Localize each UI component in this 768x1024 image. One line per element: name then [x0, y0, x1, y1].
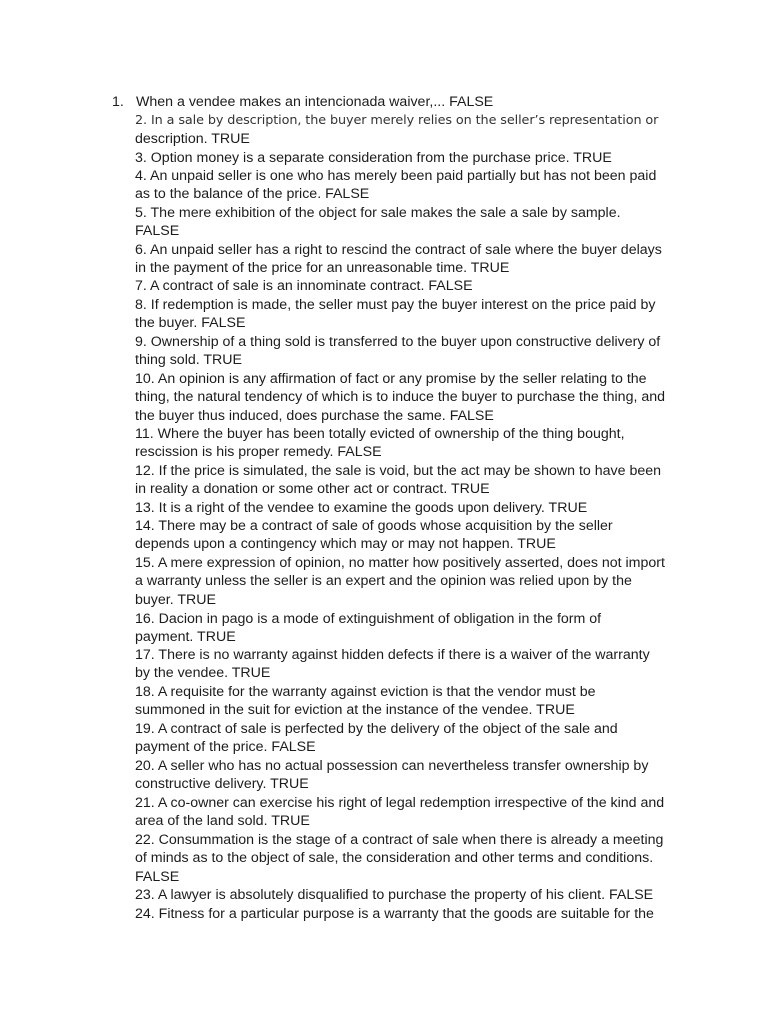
- item-4: 4. An unpaid seller is one who has merely been paid partially but has not been paid as to the balance of the price. FALSE: [135, 168, 657, 203]
- item-22: 22. Consummation is the stage of a contract of sale when there is already a meeting of minds as to the object of sale, the consideration and other terms and conditions. FALSE: [135, 832, 664, 885]
- item-11: 11. Where the buyer has been totally evicted of ownership of the thing bought, rescission is his proper remedy. FALSE: [135, 426, 625, 461]
- item-7: 7. A contract of sale is an innominate contract. FALSE: [135, 278, 473, 294]
- item-6: 6. An unpaid seller has a right to rescind the contract of sale where the buyer delays in the payment of the price for an unreasonable time. TRUE: [135, 242, 662, 277]
- item-21: 21. A co-owner can exercise his right of legal redemption irrespective of the kind and area of the land sold. TRUE: [135, 795, 665, 830]
- item-10: 10. An opinion is any affirmation of fact or any promise by the seller relating to the thing, the natural tendency of which is to induce the buyer to purchase the thing, and the buyer thus induced, does purchase the same. FALSE: [135, 371, 666, 424]
- item-23: 23. A lawyer is absolutely disqualified to purchase the property of his client. FALSE: [135, 887, 654, 903]
- item-9: 9. Ownership of a thing sold is transferred to the buyer upon constructive delivery of thing sold. TRUE: [135, 334, 661, 369]
- item-12: 12. If the price is simulated, the sale is void, but the act may be shown to have been in reality a donation or some other act or contract. TRUE: [135, 463, 662, 498]
- item-18: 18. A requisite for the warranty against eviction is that the vendor must be summoned in the suit for eviction at the instance of the vendee. TRUE: [135, 684, 596, 719]
- item-20: 20. A seller who has no actual possession can nevertheless transfer ownership by constructive delivery. TRUE: [135, 758, 649, 793]
- item-1-text: When a vendee makes an intencionada waiver,... FALSE: [136, 94, 494, 110]
- item-14: 14. There may be a contract of sale of goods whose acquisition by the seller depends upon a contingency which may or may not happen. TRUE: [135, 518, 613, 553]
- item-13: 13. It is a right of the vendee to examine the goods upon delivery. TRUE: [135, 500, 588, 516]
- item-16: 16. Dacion in pago is a mode of extinguishment of obligation in the form of payment. TRUE: [135, 611, 602, 646]
- item-2-line-2: description. TRUE: [135, 131, 250, 147]
- item-17: 17. There is no warranty against hidden defects if there is a waiver of the warranty by the vendee. TRUE: [135, 647, 650, 682]
- item-19: 19. A contract of sale is perfected by the delivery of the object of the sale and payment of the price. FALSE: [135, 721, 618, 756]
- item-24: 24. Fitness for a particular purpose is a warranty that the goods are suitable for the: [135, 906, 654, 922]
- item-3: 3. Option money is a separate consideration from the purchase price. TRUE: [135, 150, 612, 166]
- item-5: 5. The mere exhibition of the object for sale makes the sale a sale by sample. FALSE: [135, 205, 621, 240]
- item-15: 15. A mere expression of opinion, no matter how positively asserted, does not import a warranty unless the seller is an expert and the opinion was relied upon by the buyer. TRUE: [135, 555, 665, 608]
- item-8: 8. If redemption is made, the seller must pay the buyer interest on the price paid by the buyer. FALSE: [135, 297, 656, 332]
- item-1-number: 1.: [112, 94, 124, 110]
- item-2-line-1: 2. In a sale by description, the buyer merely relies on the seller’s representation or: [135, 113, 659, 128]
